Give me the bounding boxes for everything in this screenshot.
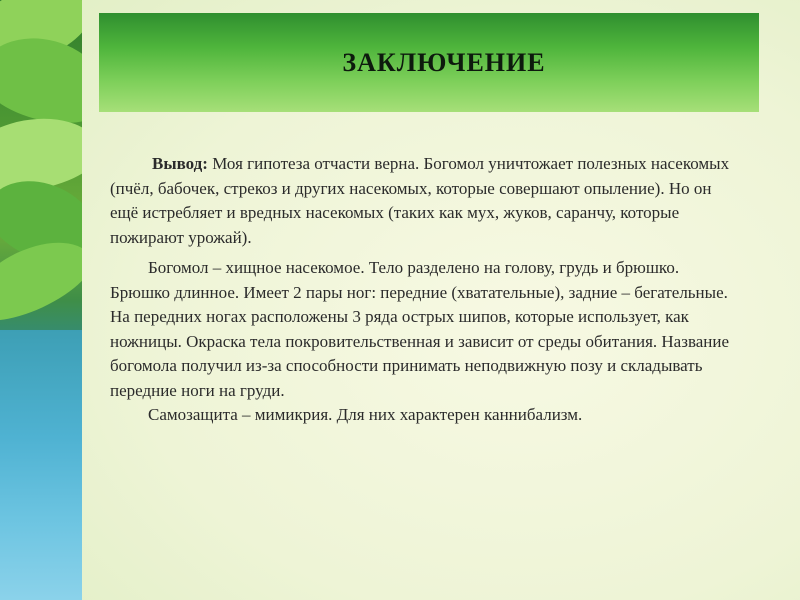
slide-body — [110, 152, 740, 428]
self-defense-paragraph: Самозащита – мимикрия. Для них характерен каннибализм. — [148, 405, 583, 424]
water-shape — [0, 330, 82, 600]
slide-title: ЗАКЛЮЧЕНИЕ — [342, 47, 546, 77]
conclusion-text: Моя гипотеза отчасти верна. Богомол уничтожает полезных насекомых (пчёл, бабочек, стрекоз и других насекомых, которые совершают опыление). Но он ещё истребляет и вредных насекомых (таких как мух, жуков, саранчу, которые пожирают урожай). — [110, 154, 730, 247]
leaves-water-decoration-image — [0, 0, 82, 600]
conclusion-lead: Вывод: — [152, 154, 208, 173]
title-banner — [99, 13, 759, 112]
conclusion-paragraph — [110, 152, 740, 250]
description-paragraph: Богомол – хищное насекомое. Тело разделено на голову, грудь и брюшко. Брюшко длинное. Имеет 2 пары ног: передние (хватательные), задние – бегательные. На передних ногах расположены 3 ряда острых шипов, которые использует, как ножницы. Окраска тела покровительственная и зависит от среды обитания. Название богомола получил из-за способности принимать неподвижную позу и складывать передние ноги на груди. — [110, 258, 730, 400]
